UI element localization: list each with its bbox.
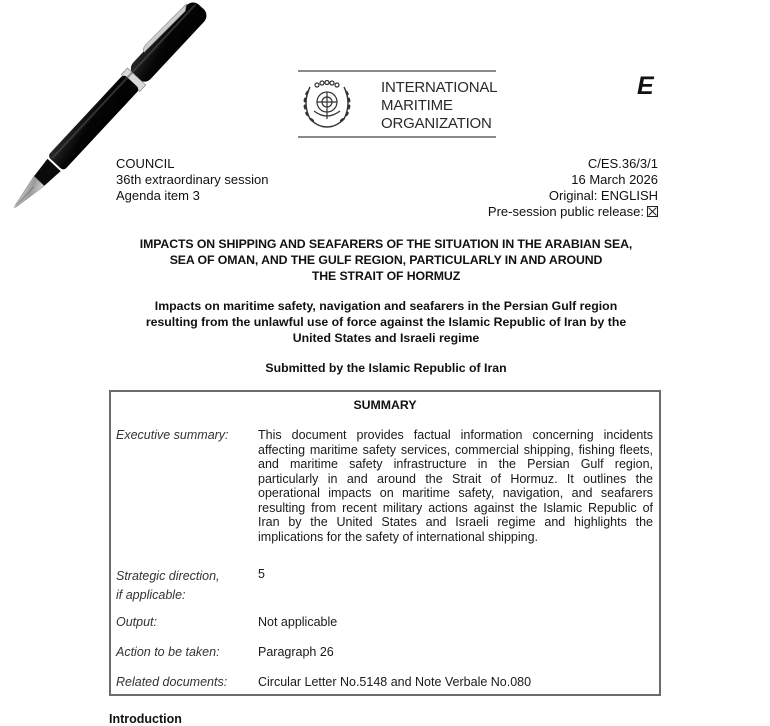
strategic-direction-label	[116, 567, 252, 605]
document-subtitle	[106, 298, 666, 346]
title-line: SEA OF OMAN, AND THE GULF REGION, PARTICULARLY IN AND AROUND	[169, 253, 603, 267]
imo-emblem-icon	[300, 77, 354, 131]
council-label: COUNCIL	[116, 156, 175, 171]
pre-session-release	[488, 204, 658, 220]
action-value: Paragraph 26	[258, 645, 334, 659]
checked-box-icon	[647, 206, 658, 217]
submitted-by: Submitted by the Islamic Republic of Iran	[265, 361, 507, 375]
subtitle-line: resulting from the unlawful use of force against the Islamic Republic of Iran by the	[145, 315, 627, 329]
title-line: IMPACTS ON SHIPPING AND SEAFARERS OF THE SITUATION IN THE ARABIAN SEA,	[139, 237, 633, 251]
org-name-line: ORGANIZATION	[381, 115, 492, 132]
related-documents-value: Circular Letter No.5148 and Note Verbale No.080	[258, 675, 532, 689]
introduction-heading: Introduction	[109, 712, 182, 726]
related-documents-label: Related documents:	[116, 675, 228, 689]
subtitle-line: Impacts on maritime safety, navigation and seafarers in the Persian Gulf region	[154, 299, 618, 313]
strategic-direction-label-line: if applicable:	[116, 588, 186, 602]
strategic-direction-label-line: Strategic direction,	[116, 569, 220, 583]
strategic-direction-value: 5	[258, 567, 265, 581]
summary-heading: SUMMARY	[353, 398, 417, 412]
pre-session-label: Pre-session public release:	[487, 204, 644, 219]
output-label: Output:	[116, 615, 157, 629]
output-value: Not applicable	[258, 615, 338, 629]
meta-left	[116, 156, 268, 204]
language-mark: E	[637, 72, 654, 100]
organization-name	[381, 79, 497, 133]
summary-box	[109, 390, 661, 696]
title-line: THE STRAIT OF HORMUZ	[311, 269, 461, 283]
logo-bottom-rule	[298, 136, 496, 138]
executive-summary-label: Executive summary:	[116, 428, 229, 442]
executive-summary-text: This document provides factual information concerning incidents affecting maritime safety services, commercial shipping, fishing fleets, and maritime safety infrastructure in the Persian Gulf region, particularly in and around the Strait of Hormuz. It outlines the operational impacts on maritime safety, navigation, and seafarers resulting from recent military actions against the Islamic Republic of Iran by the United States and Israeli regime and highlights the implications for the safety of international shipping.	[258, 428, 653, 544]
document-date: 16 March 2026	[571, 172, 658, 187]
document-title	[106, 236, 666, 284]
original-language: Original: ENGLISH	[548, 188, 658, 203]
org-name-line: MARITIME	[381, 97, 453, 114]
logo-top-rule	[298, 70, 496, 72]
session-label: 36th extraordinary session	[116, 172, 269, 187]
subtitle-line: United States and Israeli regime	[292, 331, 480, 345]
imo-logo	[298, 70, 496, 138]
org-name-line: INTERNATIONAL	[381, 79, 498, 96]
meta-right	[488, 156, 658, 220]
document-symbol: C/ES.36/3/1	[587, 156, 658, 171]
action-label: Action to be taken:	[116, 645, 220, 659]
agenda-item: Agenda item 3	[116, 188, 200, 203]
